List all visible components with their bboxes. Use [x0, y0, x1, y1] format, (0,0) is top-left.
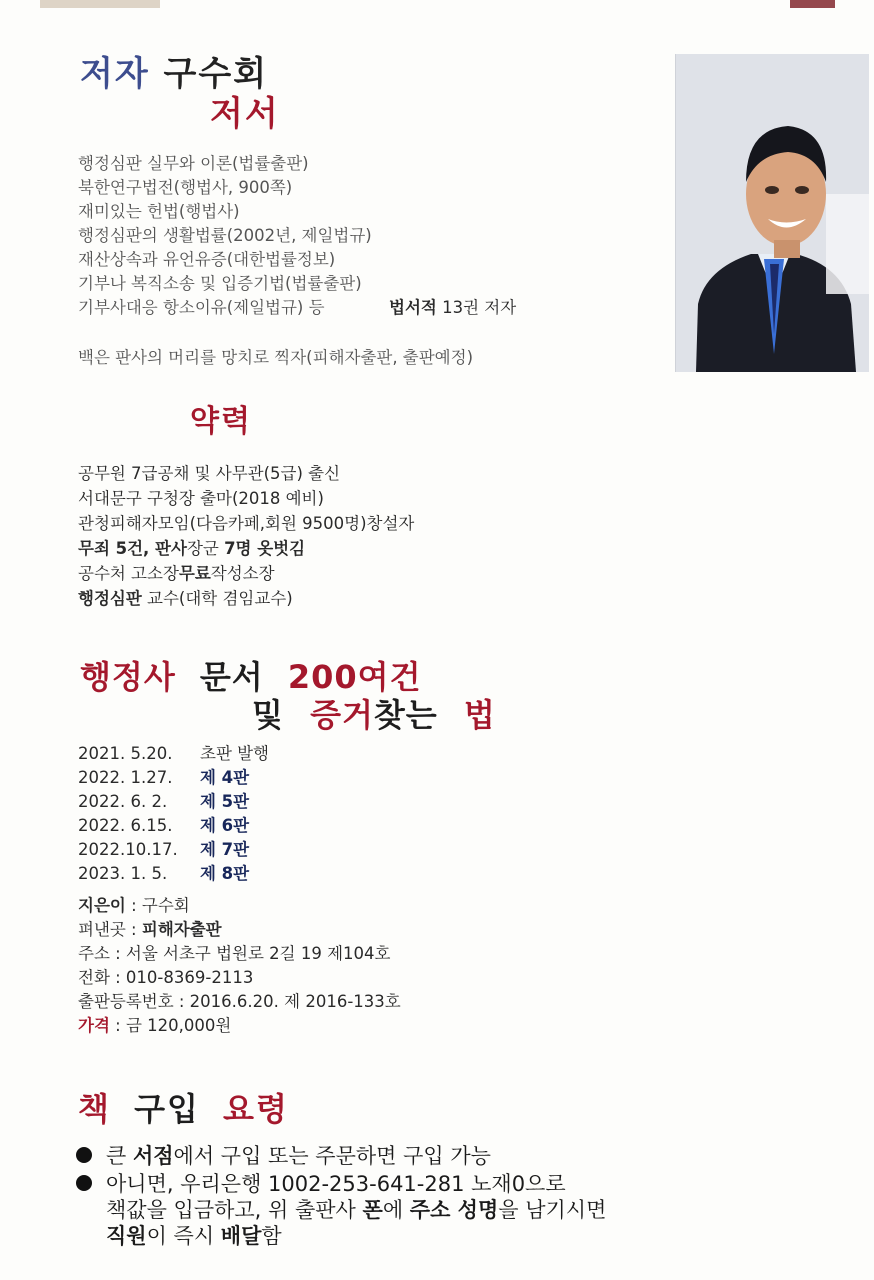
edition-label: 제 7판 — [200, 840, 250, 859]
purchase-text: 이 즉시 — [146, 1224, 221, 1248]
edition-row — [78, 764, 249, 788]
tape-left — [40, 0, 160, 8]
purchase-text: 큰 — [106, 1144, 133, 1168]
career-acquittal: 무죄 5건, 판사 — [78, 539, 187, 558]
author-label: 저자 — [80, 54, 150, 94]
book-item: 재산상속과 유언유증(대한법률정보) — [78, 250, 336, 269]
purchase-text: 책값을 입금하고, 위 출판사 — [106, 1198, 363, 1222]
pub-publisher — [78, 916, 222, 940]
career-line: 공무원 7급공채 및 사무관(5급) 출신 — [78, 464, 341, 483]
pub-address: 주소 : 서울 서초구 법원로 2길 19 제104호 — [78, 944, 391, 963]
purchase-text: 을 남기시면 — [498, 1198, 607, 1222]
book-item: 행정심판 실무와 이론(법률출판) — [78, 154, 309, 173]
works-heading: 저서 — [210, 94, 280, 134]
edition-label: 제 8판 — [200, 864, 250, 883]
career-dismissed: 7명 옷벗김 — [224, 539, 306, 558]
edition-label: 제 4판 — [200, 768, 250, 787]
purchase-text: 아니면, 우리은행 1002-253-641-281 노재0으로 — [106, 1172, 566, 1196]
edition-row — [78, 860, 249, 884]
author-photo — [675, 54, 869, 372]
purchase-text: 에 — [382, 1198, 410, 1222]
book-total-rest: 13권 저자 — [442, 298, 517, 317]
career-complaint-rest: 작성소장 — [210, 564, 275, 583]
edition-date: 2022. 6.15. — [78, 816, 173, 835]
edition-row — [78, 812, 249, 836]
pub-price-value: : 금 120,000원 — [109, 1016, 232, 1035]
bullet-icon — [76, 1175, 92, 1191]
book-total-bold: 법서적 — [389, 298, 437, 317]
edition-label: 초판 발행 — [200, 744, 270, 763]
purchase-text: 함 — [261, 1224, 282, 1248]
book-title-word: 문서 — [199, 658, 264, 696]
book-title-word: 행정사 — [80, 658, 176, 696]
career-line — [78, 535, 305, 559]
book-title-word: 및 — [252, 696, 284, 734]
purchase-text: 직원 — [106, 1224, 147, 1248]
book-last-text: 기부사대응 항소이유(제일법규) 등 — [78, 298, 325, 317]
pub-author-label: 지은이 — [78, 896, 126, 915]
edition-date: 2022. 6. 2. — [78, 792, 168, 811]
purchase-text: 폰 — [362, 1198, 383, 1222]
pub-author — [78, 892, 190, 916]
career-line: 관청피해자모임(다음카페,회원 9500명)창설자 — [78, 514, 415, 533]
book-item: 행정심판의 생활법률(2002년, 제일법규) — [78, 226, 372, 245]
career-heading: 약력 — [190, 404, 252, 439]
pub-publisher-value: 피해자출판 — [141, 920, 222, 939]
purchase-bullet-2-line3 — [106, 1220, 282, 1250]
career-line: 서대문구 구청장 출마(2018 예비) — [78, 489, 324, 508]
purchase-text: 에서 구입 또는 주문하면 구입 가능 — [173, 1144, 491, 1168]
purchase-title-word: 구입 — [134, 1090, 200, 1128]
author-portrait-image — [676, 54, 869, 372]
purchase-text: 배달 — [220, 1224, 262, 1248]
purchase-bullet-1 — [76, 1140, 491, 1170]
career-professor: 교수(대학 겸임교수) — [141, 589, 293, 608]
purchase-text: 서점 — [132, 1144, 174, 1168]
career-complaint: 공수처 고소장 — [78, 564, 179, 583]
pub-author-value: : 구수회 — [125, 896, 190, 915]
edition-label: 제 5판 — [200, 792, 250, 811]
purchase-title-word: 요령 — [223, 1090, 289, 1128]
book-item: 북한연구법전(행법사, 900쪽) — [78, 178, 293, 197]
bullet-icon — [76, 1147, 92, 1163]
pub-price — [78, 1012, 231, 1036]
career-admin-trial: 행정심판 — [78, 589, 142, 608]
edition-date: 2022. 1.27. — [78, 768, 173, 787]
career-line — [78, 560, 275, 584]
edition-date: 2023. 1. 5. — [78, 864, 168, 883]
purchase-heading — [78, 1084, 289, 1130]
book-title-line2 — [252, 690, 496, 736]
book-item: 재미있는 헌법(행법사) — [78, 202, 240, 221]
edition-row — [78, 836, 249, 860]
book-item: 기부나 복직소송 및 입증기법(법률출판) — [78, 274, 362, 293]
edition-row — [78, 740, 269, 764]
purchase-title-word: 책 — [78, 1090, 111, 1128]
book-title-word: 200여건 — [287, 658, 422, 696]
author-name: 구수회 — [163, 54, 269, 94]
edition-date: 2022.10.17. — [78, 840, 178, 859]
pub-publisher-label: 펴낸곳 : — [78, 920, 142, 939]
edition-row — [78, 788, 249, 812]
career-line — [78, 585, 293, 609]
book-title-word: 찾는 — [373, 696, 438, 734]
book-title-word: 증거 — [310, 696, 374, 734]
pub-price-label: 가격 — [78, 1016, 110, 1035]
career-free: 무료 — [178, 564, 211, 583]
edition-date: 2021. 5.20. — [78, 744, 173, 763]
book-title-word: 법 — [463, 696, 496, 734]
tape-right — [790, 0, 835, 8]
pub-registration: 출판등록번호 : 2016.6.20. 제 2016-133호 — [78, 992, 401, 1011]
edition-label: 제 6판 — [200, 816, 250, 835]
career-general: 장군 — [186, 539, 225, 558]
book-item-last — [78, 294, 516, 318]
upcoming-book: 백은 판사의 머리를 망치로 찍자(피해자출판, 출판예정) — [78, 348, 474, 367]
pub-phone: 전화 : 010-8369-2113 — [78, 968, 254, 987]
purchase-text: 주소 성명 — [409, 1198, 499, 1222]
